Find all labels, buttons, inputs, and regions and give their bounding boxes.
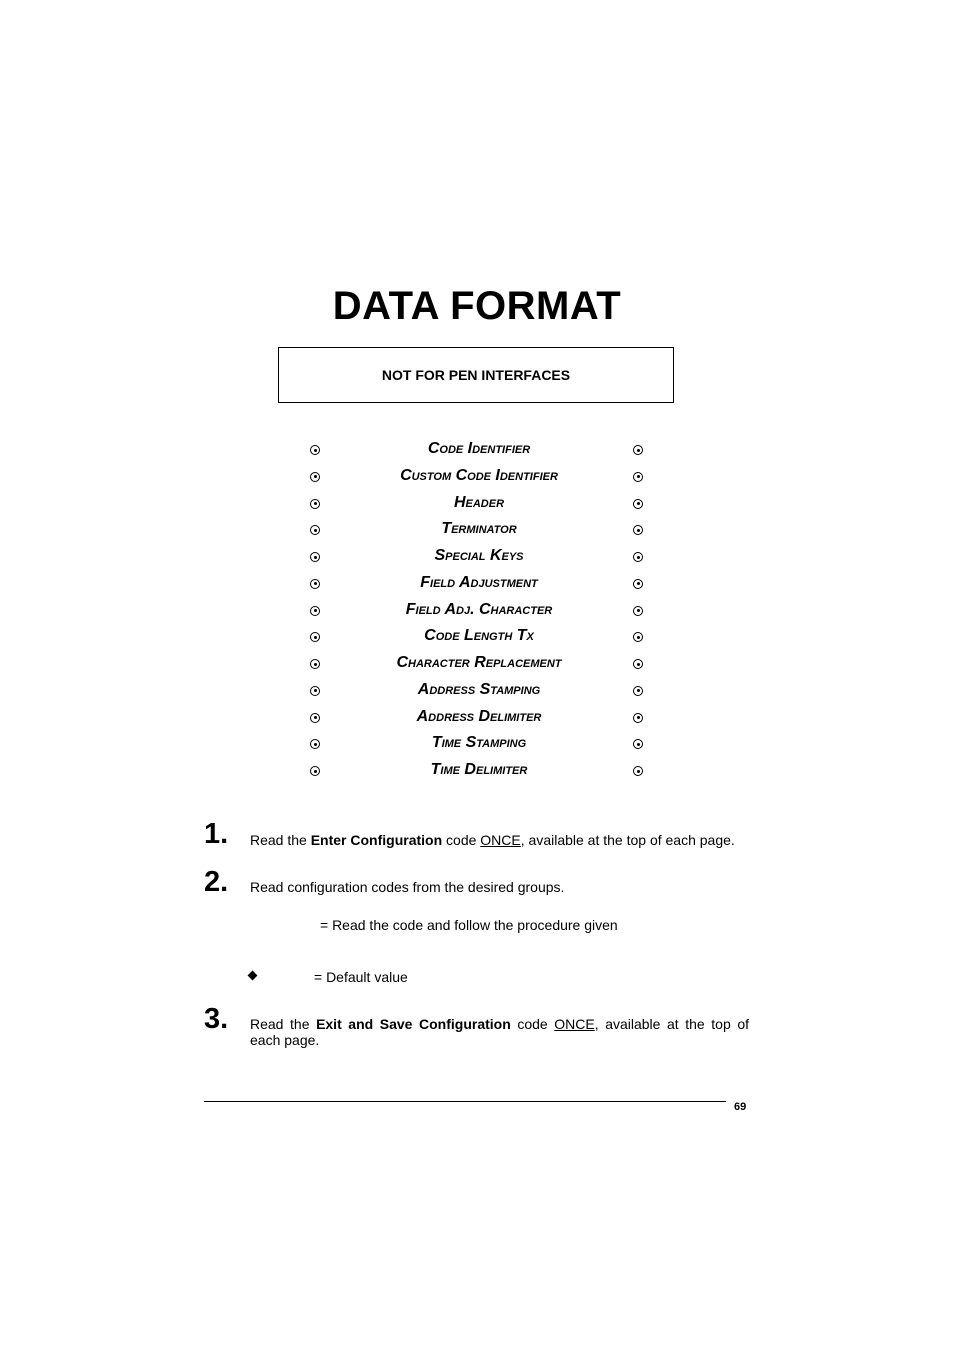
- step-text-bold: Exit and Save Configuration: [316, 1016, 511, 1032]
- target-bullet-icon: [633, 713, 643, 723]
- notice-box: [278, 347, 674, 403]
- target-bullet-icon: [633, 766, 643, 776]
- toc-item[interactable]: [300, 599, 660, 626]
- toc-item-label: Address Delimiter: [416, 707, 542, 725]
- target-bullet-icon: [310, 552, 320, 562]
- toc-item[interactable]: [300, 706, 660, 733]
- toc-item[interactable]: [300, 518, 660, 545]
- target-bullet-icon: [633, 659, 643, 669]
- toc-item-label: Field Adjustment: [420, 573, 538, 591]
- target-bullet-icon: [633, 552, 643, 562]
- step-2-text: Read configuration codes from the desired groups.: [250, 879, 565, 895]
- toc-item-label: Code Length Tx: [424, 627, 534, 645]
- target-bullet-icon: [633, 739, 643, 749]
- step-text-segment: , available at the top of each page.: [520, 832, 735, 848]
- legend-default: = Default value: [314, 969, 408, 985]
- toc-item-label: Code Identifier: [427, 440, 531, 457]
- toc-item-label: Time Stamping: [431, 734, 527, 752]
- target-bullet-icon: [310, 579, 320, 589]
- toc-item[interactable]: [300, 438, 660, 465]
- toc-item-label: Field Adj. Character: [405, 600, 553, 618]
- target-bullet-icon: [633, 606, 643, 616]
- step-3-text: [250, 1016, 749, 1048]
- step-text-bold: Enter Configuration: [310, 832, 443, 848]
- toc-item[interactable]: [300, 492, 660, 519]
- target-bullet-icon: [633, 525, 643, 535]
- toc-item[interactable]: [300, 652, 660, 679]
- toc-item-label: Character Replacement: [396, 654, 562, 671]
- diamond-icon: [248, 971, 258, 981]
- target-bullet-icon: [310, 606, 320, 616]
- target-bullet-icon: [310, 525, 320, 535]
- step-text-segment: code: [510, 1016, 555, 1032]
- step-text-segment: code: [442, 832, 481, 848]
- toc-item-label: Terminator: [441, 520, 517, 538]
- target-bullet-icon: [310, 686, 320, 696]
- legend-procedure: = Read the code and follow the procedure given: [320, 917, 618, 933]
- target-bullet-icon: [633, 445, 643, 455]
- notice-text: NOT FOR PEN INTERFACES: [381, 367, 571, 383]
- step-number: 2.: [204, 866, 229, 898]
- target-bullet-icon: [310, 766, 320, 776]
- toc-item[interactable]: [300, 545, 660, 572]
- toc-item-label: Special Keys: [434, 547, 524, 564]
- step-1-text: [250, 832, 749, 848]
- toc-item-label: Time Delimiter: [430, 761, 528, 778]
- target-bullet-icon: [310, 445, 320, 455]
- step-text-segment: Read the: [250, 1016, 317, 1032]
- toc-item[interactable]: [300, 572, 660, 599]
- target-bullet-icon: [310, 472, 320, 482]
- target-bullet-icon: [310, 632, 320, 642]
- step-text-underline: ONCE: [480, 832, 521, 848]
- step-number: 3.: [204, 1003, 229, 1035]
- toc-item[interactable]: [300, 465, 660, 492]
- step-text-underline: ONCE: [554, 1016, 595, 1032]
- toc-item-label: Header: [453, 493, 505, 511]
- target-bullet-icon: [310, 499, 320, 509]
- toc-item[interactable]: [300, 759, 660, 786]
- page-number: 69: [734, 1101, 747, 1113]
- target-bullet-icon: [633, 632, 643, 642]
- toc-item[interactable]: [300, 679, 660, 706]
- step-number: 1.: [204, 818, 229, 850]
- toc-item[interactable]: [300, 625, 660, 652]
- target-bullet-icon: [310, 739, 320, 749]
- target-bullet-icon: [633, 472, 643, 482]
- target-bullet-icon: [310, 713, 320, 723]
- target-bullet-icon: [633, 686, 643, 696]
- footer-divider: [204, 1101, 726, 1102]
- step-text-segment: , available at the top of each page.: [250, 1016, 749, 1048]
- toc-list: [300, 438, 660, 786]
- target-bullet-icon: [633, 579, 643, 589]
- toc-item-label: Address Stamping: [417, 680, 541, 698]
- target-bullet-icon: [310, 659, 320, 669]
- target-bullet-icon: [633, 499, 643, 509]
- toc-item-label: Custom Code Identifier: [400, 466, 558, 484]
- toc-item[interactable]: [300, 732, 660, 759]
- page-title: DATA FORMAT: [332, 284, 622, 328]
- step-text-segment: Read the: [250, 832, 311, 848]
